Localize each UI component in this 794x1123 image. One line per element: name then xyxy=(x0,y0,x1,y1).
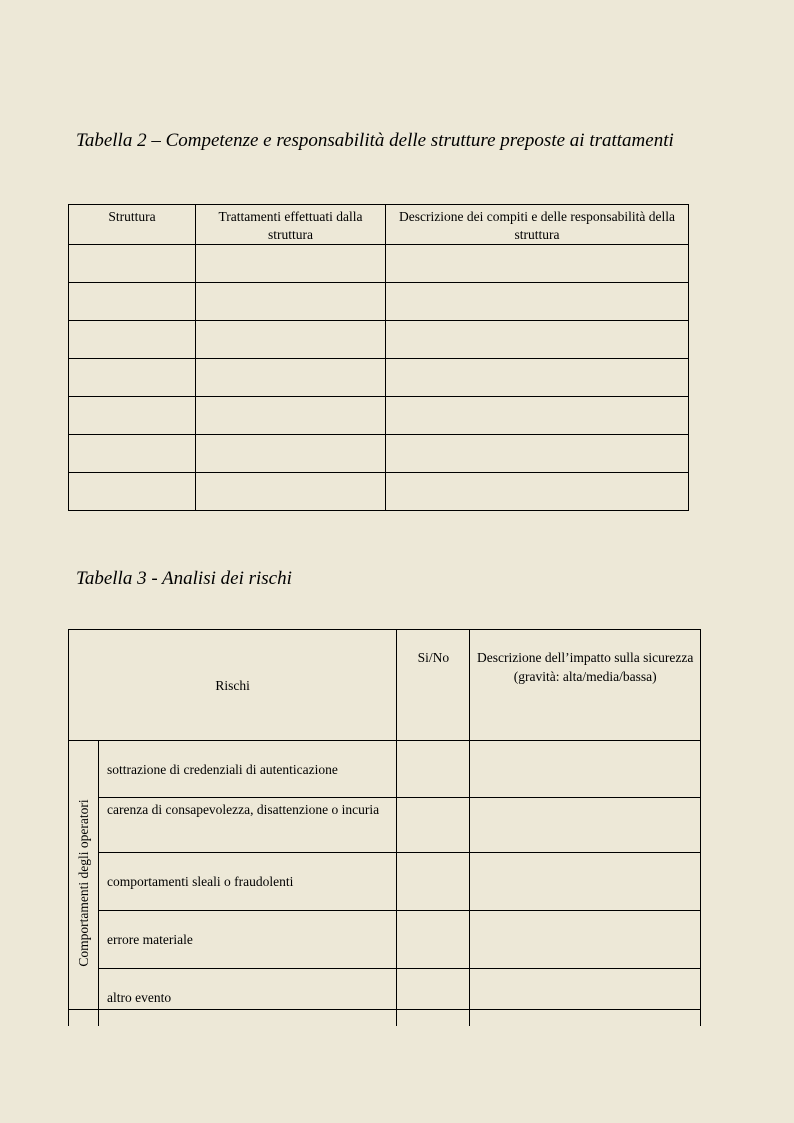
table3-analisi-rischi xyxy=(68,629,701,1026)
cell-si-no[interactable] xyxy=(397,969,470,1026)
group-cell-comportamenti xyxy=(69,741,99,1026)
risk-label: comportamenti sleali o fraudolenti xyxy=(99,853,397,911)
cell-si-no[interactable] xyxy=(397,911,470,969)
table-row xyxy=(69,853,701,911)
cell-descrizione[interactable] xyxy=(386,321,689,359)
cell-descrizione[interactable] xyxy=(386,473,689,511)
table-row xyxy=(69,798,701,853)
table2-competenze-responsabilita xyxy=(68,204,689,511)
header-descrizione-impatto xyxy=(470,630,701,741)
table-row xyxy=(69,359,689,397)
cell-trattamenti[interactable] xyxy=(196,473,386,511)
table-row xyxy=(69,911,701,969)
cell-descrizione[interactable] xyxy=(386,245,689,283)
cell-descrizione-impatto[interactable] xyxy=(470,969,701,1026)
risk-label: carenza di consapevolezza, disattenzione o incuria xyxy=(99,798,397,853)
cell-si-no[interactable] xyxy=(397,741,470,798)
table-row xyxy=(69,245,689,283)
cell-descrizione-impatto[interactable] xyxy=(470,853,701,911)
header-trattamenti: Trattamenti effettuati dalla struttura xyxy=(196,205,386,245)
cell-trattamenti[interactable] xyxy=(196,397,386,435)
cell-trattamenti[interactable] xyxy=(196,283,386,321)
header-struttura: Struttura xyxy=(69,205,196,245)
cell-descrizione[interactable] xyxy=(386,283,689,321)
table-row xyxy=(69,969,701,1026)
cell-descrizione-impatto[interactable] xyxy=(470,741,701,798)
group-label: Comportamenti degli operatori xyxy=(75,799,91,967)
header-rischi: Rischi xyxy=(69,630,397,741)
table3-bottom-rule xyxy=(68,1009,701,1010)
cell-descrizione[interactable] xyxy=(386,435,689,473)
header-si-no: Si/No xyxy=(397,630,470,741)
table-row xyxy=(69,473,689,511)
cell-si-no[interactable] xyxy=(397,798,470,853)
cell-struttura[interactable] xyxy=(69,397,196,435)
cell-struttura[interactable] xyxy=(69,245,196,283)
header-descrizione-line2: (gravità: alta/media/bassa) xyxy=(513,669,657,684)
table3-caption: Tabella 3 - Analisi dei rischi xyxy=(76,568,292,589)
table-row xyxy=(69,397,689,435)
table-row xyxy=(69,321,689,359)
cell-trattamenti[interactable] xyxy=(196,359,386,397)
cell-trattamenti[interactable] xyxy=(196,245,386,283)
table2-caption: Tabella 2 – Competenze e responsabilità delle strutture preposte ai trattamenti xyxy=(76,130,674,151)
cell-trattamenti[interactable] xyxy=(196,435,386,473)
header-descrizione-compiti: Descrizione dei compiti e delle responsabilità della struttura xyxy=(386,205,689,245)
cell-struttura[interactable] xyxy=(69,321,196,359)
cell-descrizione[interactable] xyxy=(386,397,689,435)
cell-descrizione-impatto[interactable] xyxy=(470,798,701,853)
cell-struttura[interactable] xyxy=(69,435,196,473)
table-row xyxy=(69,741,701,798)
risk-label: sottrazione di credenziali di autenticazione xyxy=(99,741,397,798)
table-row xyxy=(69,435,689,473)
cell-si-no[interactable] xyxy=(397,853,470,911)
table2-header-row xyxy=(69,205,689,245)
risk-label: altro evento xyxy=(99,969,397,1026)
cell-struttura[interactable] xyxy=(69,359,196,397)
cell-struttura[interactable] xyxy=(69,283,196,321)
risk-label: errore materiale xyxy=(99,911,397,969)
table-row xyxy=(69,283,689,321)
cell-trattamenti[interactable] xyxy=(196,321,386,359)
cell-descrizione[interactable] xyxy=(386,359,689,397)
table3-header-row xyxy=(69,630,701,741)
cell-struttura[interactable] xyxy=(69,473,196,511)
cell-descrizione-impatto[interactable] xyxy=(470,911,701,969)
header-descrizione-line1: Descrizione dell’impatto sulla sicurezza xyxy=(477,650,694,665)
